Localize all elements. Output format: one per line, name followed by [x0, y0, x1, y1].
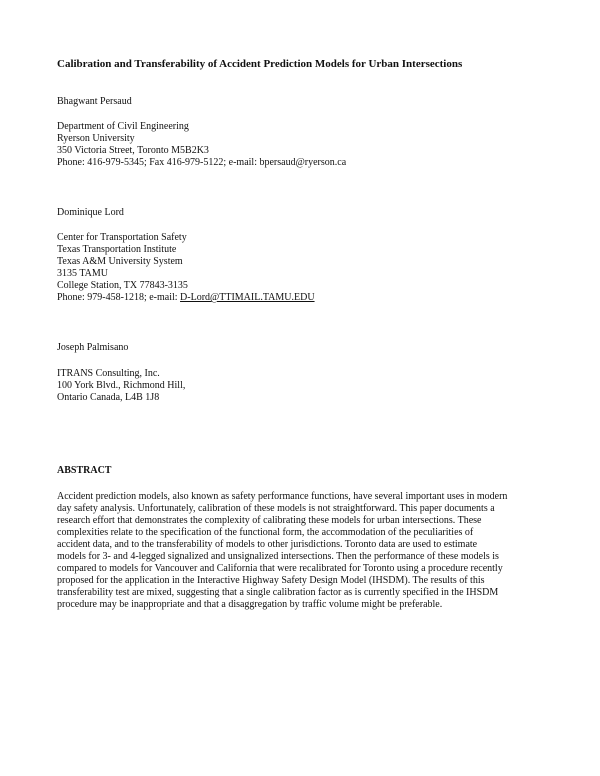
affiliation-line: Texas Transportation Institute [57, 244, 177, 255]
abstract-line: transferability test are mixed, suggesting that a single calibration factor as is currently specified in the IHSDM [57, 587, 499, 598]
affiliation-line: Texas A&M University System [57, 256, 183, 267]
author-name-1 [57, 96, 132, 108]
affiliation-line: Ontario Canada, L4B 1J8 [57, 392, 160, 403]
abstract-line: complexities relate to the specification of the functional form, the accommodation of the peculiarities of [57, 527, 474, 538]
author-name-3 [57, 342, 128, 354]
contact-line [57, 292, 315, 304]
author-name: Bhagwant Persaud [57, 96, 132, 107]
author-affiliation-3 [57, 368, 185, 404]
email-link[interactable]: D-Lord@TTIMAIL.TAMU.EDU [180, 292, 315, 303]
author-name: Joseph Palmisano [57, 342, 129, 353]
affiliation-line: 3135 TAMU [57, 268, 108, 279]
phone-text: Phone: 979-458-1218; e-mail: [57, 292, 181, 303]
abstract-line: Accident prediction models, also known as safety performance functions, have several important uses in modern [57, 491, 508, 502]
abstract-line: compared to models for Vancouver and California that were recalibrated for Toronto using a procedure recently [57, 563, 503, 574]
abstract-line: research effort that demonstrates the complexity of calibrating these models for urban intersections. These [57, 515, 482, 526]
author-name: Dominique Lord [57, 207, 124, 218]
abstract-line: models for 3- and 4-legged signalized and unsignalized intersections. Then the performance of these models is [57, 551, 499, 562]
affiliation-line: 350 Victoria Street, Toronto M5B2K3 [57, 145, 209, 156]
abstract-body [57, 491, 549, 611]
author-name-2 [57, 207, 124, 219]
affiliation-line: ITRANS Consulting, Inc. [57, 368, 160, 379]
author-affiliation-2 [57, 232, 315, 304]
affiliation-line: Department of Civil Engineering [57, 121, 189, 132]
paper-title: Calibration and Transferability of Accident Prediction Models for Urban Intersections [57, 58, 463, 70]
abstract-line: procedure may be inappropriate and that a disaggregation by traffic volume might be preferable. [57, 599, 443, 610]
abstract-line: day safety analysis. Unfortunately, calibration of these models is not straightforward. This paper documents a [57, 503, 495, 514]
affiliation-line: 100 York Blvd., Richmond Hill, [57, 380, 186, 391]
affiliation-line: Ryerson University [57, 133, 135, 144]
contact-line: Phone: 416-979-5345; Fax 416-979-5122; e-mail: bpersaud@ryerson.ca [57, 157, 347, 168]
affiliation-line: Center for Transportation Safety [57, 232, 187, 243]
author-affiliation-1 [57, 121, 346, 169]
abstract-line: proposed for the application in the Interactive Highway Safety Design Model (IHSDM). The results of this [57, 575, 485, 586]
abstract-line: accident data, and to the transferability of models to other jurisdictions. Toronto data are used to estimate [57, 539, 478, 550]
affiliation-line: College Station, TX 77843-3135 [57, 280, 188, 291]
abstract-heading: ABSTRACT [57, 465, 112, 476]
